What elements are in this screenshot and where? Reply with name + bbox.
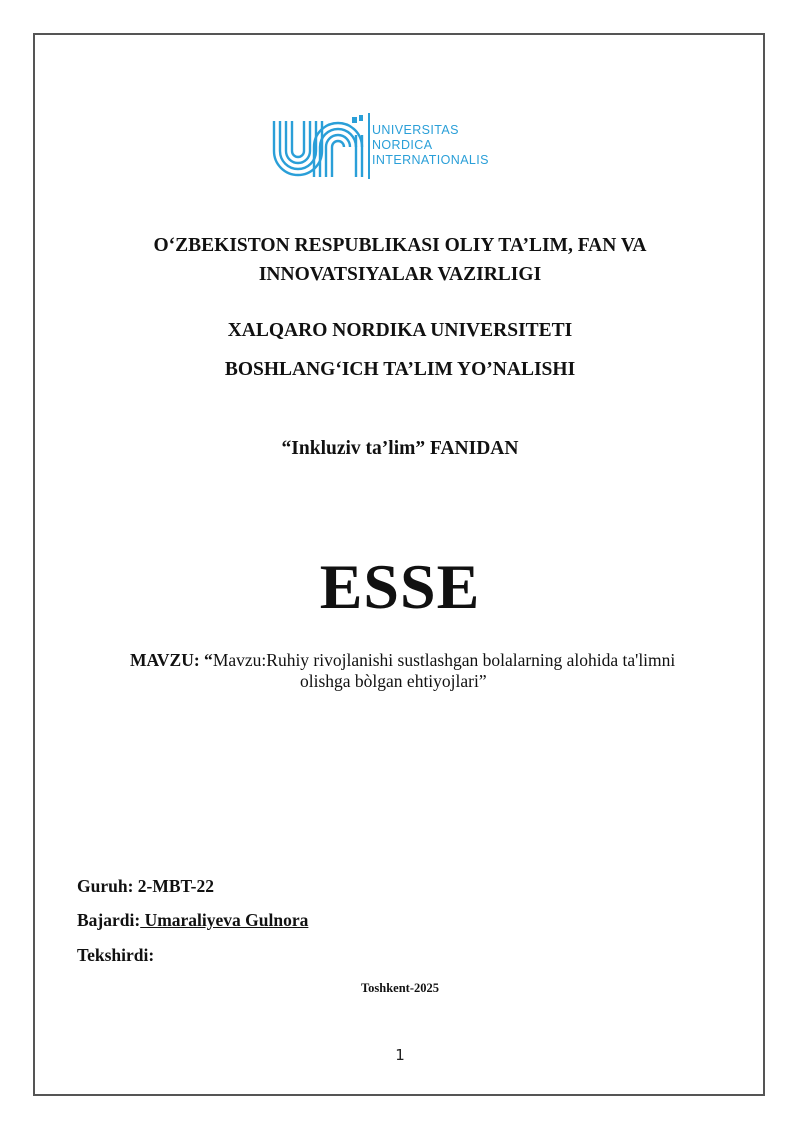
topic-text-1: Mavzu:Ruhiy rivojlanishi sustlashgan bolalarning alohida ta'limni [212, 650, 676, 670]
logo-divider [368, 113, 370, 179]
ministry-line-2: INNOVATSIYALAR VAZIRLIGI [258, 264, 542, 285]
un-logo-icon [272, 113, 364, 179]
topic-line-1 [130, 650, 730, 671]
topic-label: MAVZU: “ [130, 650, 213, 670]
city-year: Toshkent-2025 [360, 981, 440, 995]
author-info [77, 910, 308, 931]
logo-line-2: NORDICA [372, 138, 433, 152]
ministry-line-1: O‘ZBEKISTON RESPUBLIKASI OLIY TA’LIM, FAN VA [153, 235, 647, 256]
document-title: ESSE [319, 551, 481, 622]
logo-line-1: UNIVERSITAS [372, 123, 459, 137]
logo-wordmark [372, 123, 489, 168]
direction-name: BOSHLANG‘ICH TA’LIM YO’NALISHI [224, 359, 576, 380]
subject-name: “Inkluziv ta’lim” FANIDAN [281, 438, 519, 459]
logo-line-3: INTERNATIONALIS [372, 153, 489, 167]
author-name: Umaraliyeva Gulnora [140, 910, 309, 930]
university-name: XALQARO NORDIKA UNIVERSITETI [227, 320, 573, 341]
page-number: 1 [395, 1046, 405, 1064]
group-info: Guruh: 2-MBT-22 [77, 876, 214, 896]
ministry-heading [0, 231, 800, 289]
university-logo [272, 113, 512, 179]
checker-info: Tekshirdi: [77, 945, 155, 965]
author-label: Bajardi: [77, 910, 141, 930]
topic-text-2: olishga bòlgan ehtiyojlari” [300, 671, 487, 691]
